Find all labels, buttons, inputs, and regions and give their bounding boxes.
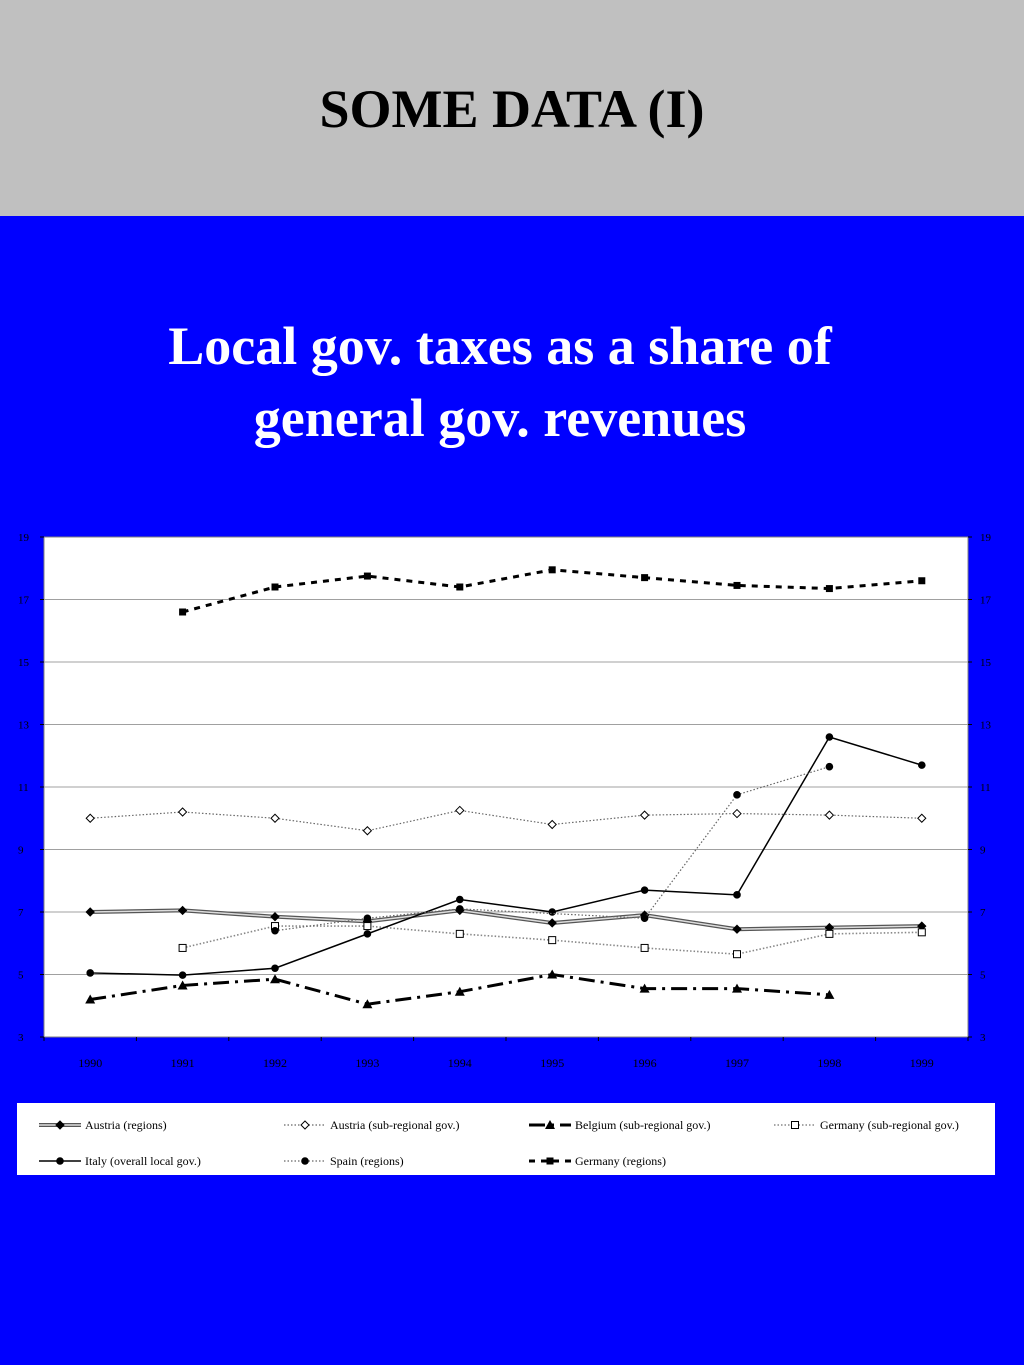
legend-item-spain-regions <box>282 1152 404 1170</box>
data-point <box>918 761 926 769</box>
chart-heading-line-1: Local gov. taxes as a share of <box>168 316 832 376</box>
data-point <box>456 905 464 913</box>
y-tick-label-right: 19 <box>980 532 991 544</box>
y-tick-label-right: 7 <box>980 907 986 919</box>
data-point <box>456 896 464 904</box>
data-point <box>548 908 556 916</box>
data-point <box>733 791 741 799</box>
x-tick-label: 1998 <box>817 1056 842 1070</box>
legend-label: Italy (overall local gov.) <box>85 1153 201 1168</box>
data-point <box>826 763 834 771</box>
legend-swatch <box>282 1118 328 1132</box>
x-tick-label: 1991 <box>170 1056 195 1070</box>
y-tick-label-right: 13 <box>980 719 991 732</box>
y-tick-label-left: 19 <box>18 532 29 544</box>
chart-legend <box>17 1103 995 1175</box>
legend-item-italy-overall-local-gov <box>37 1152 201 1170</box>
legend-swatch <box>527 1118 573 1132</box>
data-point <box>918 577 925 584</box>
data-point <box>549 566 556 573</box>
data-point <box>641 914 649 922</box>
x-tick-label: 1997 <box>725 1056 749 1070</box>
data-point <box>826 585 833 592</box>
data-point <box>364 573 371 580</box>
data-point <box>918 929 925 936</box>
x-tick-label: 1996 <box>632 1056 657 1070</box>
legend-swatch-marker <box>547 1158 554 1165</box>
title-banner <box>0 0 1024 216</box>
data-point <box>364 930 372 938</box>
data-point <box>641 944 648 951</box>
legend-item-germany-regions <box>527 1152 666 1170</box>
data-point <box>271 964 279 972</box>
legend-item-belgium-sub-regional-gov <box>527 1116 711 1134</box>
data-point <box>272 584 279 591</box>
legend-swatch <box>527 1154 573 1168</box>
y-tick-label-left: 7 <box>18 907 24 919</box>
legend-swatch <box>282 1154 328 1168</box>
data-point <box>549 937 556 944</box>
data-point <box>364 914 372 922</box>
data-point <box>733 891 741 899</box>
data-point <box>364 923 371 930</box>
y-tick-label-right: 11 <box>980 782 991 794</box>
data-point <box>826 733 834 741</box>
x-tick-label: 1990 <box>78 1056 103 1070</box>
legend-label: Germany (sub-regional gov.) <box>820 1117 959 1132</box>
chart-heading <box>0 310 1000 454</box>
y-tick-label-right: 15 <box>980 657 991 669</box>
y-tick-label-left: 13 <box>18 719 29 732</box>
x-tick-label: 1994 <box>447 1056 472 1070</box>
y-tick-label-left: 5 <box>18 969 24 982</box>
x-tick-label: 1993 <box>355 1056 380 1070</box>
slide-title: SOME DATA (I) <box>319 79 705 139</box>
data-point <box>456 930 463 937</box>
legend-label: Spain (regions) <box>330 1153 404 1168</box>
legend-swatch-marker <box>301 1121 309 1129</box>
data-point <box>641 574 648 581</box>
data-point <box>734 951 741 958</box>
legend-label: Austria (regions) <box>85 1117 167 1132</box>
data-point <box>271 927 279 935</box>
y-tick-label-right: 3 <box>980 1032 986 1044</box>
data-point <box>179 944 186 951</box>
legend-item-germany-sub-regional-gov <box>772 1116 959 1134</box>
x-tick-label: 1992 <box>263 1056 287 1070</box>
x-tick-label: 1999 <box>909 1056 934 1070</box>
data-point <box>456 584 463 591</box>
line-chart <box>0 520 1024 1080</box>
y-tick-label-left: 15 <box>18 657 29 669</box>
legend-swatch <box>37 1154 83 1168</box>
legend-label: Belgium (sub-regional gov.) <box>575 1117 711 1132</box>
data-point <box>179 609 186 616</box>
data-point <box>641 886 649 894</box>
data-point <box>86 969 94 977</box>
legend-item-austria-regions <box>37 1116 167 1134</box>
y-tick-label-left: 11 <box>18 782 29 794</box>
legend-swatch <box>37 1118 83 1132</box>
y-tick-label-right: 5 <box>980 969 986 982</box>
legend-swatch-marker <box>56 1121 64 1129</box>
y-tick-label-left: 3 <box>18 1032 24 1044</box>
y-tick-label-right: 17 <box>980 594 991 607</box>
y-tick-label-left: 17 <box>18 594 29 607</box>
legend-label: Germany (regions) <box>575 1153 666 1168</box>
y-tick-label-right: 9 <box>980 844 986 857</box>
data-point <box>734 582 741 589</box>
y-tick-label-left: 9 <box>18 844 24 857</box>
chart-heading-line-2: general gov. revenues <box>253 388 747 448</box>
data-point <box>179 971 187 979</box>
legend-swatch-marker <box>56 1157 64 1165</box>
legend-swatch-marker <box>792 1122 799 1129</box>
legend-item-austria-sub-regional-gov <box>282 1116 460 1134</box>
legend-swatch-marker <box>301 1157 309 1165</box>
data-point <box>826 930 833 937</box>
legend-label: Austria (sub-regional gov.) <box>330 1117 460 1132</box>
legend-swatch <box>772 1118 818 1132</box>
x-tick-label: 1995 <box>540 1056 565 1070</box>
